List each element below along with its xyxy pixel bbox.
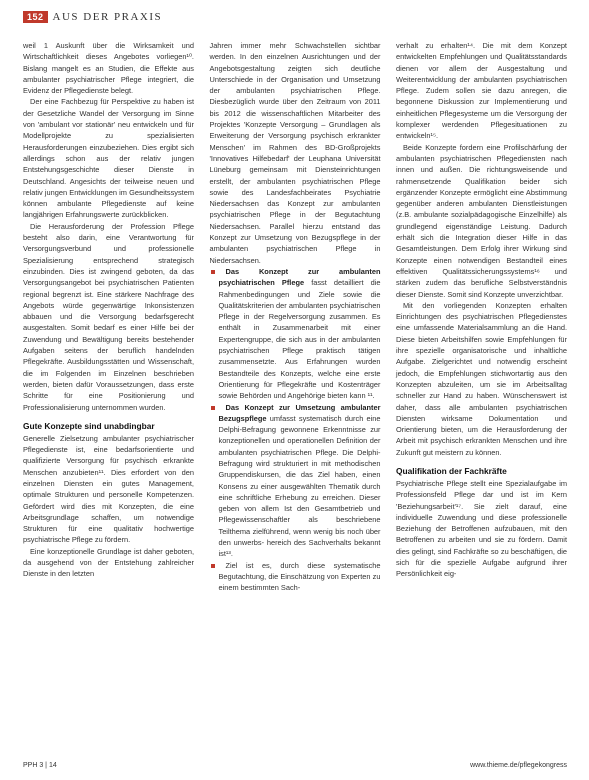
- section-title: AUS DER PRAXIS: [52, 11, 163, 23]
- paragraph: Mit den vorliegenden Konzepten erhalten Einrichtungen des psychiatrischen Pflegedienstes eine umfassende Materialsammlung an die Hand. Diese bieten Arbeitshilfen sowie Empfehlungen für ihre spezielle organisatorische und inhaltliche Aufgabe. Zielgerichtet und notwendig erscheint jedoch, die Empfehlungen stichwortartig aus den Konzepten abzuleiten, um sie im Arbeitsalltag schneller zur Hand zu haben. Wünschenswert ist daher, dass alle ambulanten psychiatrischen Diensten wirksame Dokumentation und Orientierung bieten, um die Herausforderung der Arbeit mit psychisch erkrankten Menschen und ihre Zukunft gut meistern zu können.: [396, 300, 567, 457]
- subheading: Gute Konzepte sind unabdingbar: [23, 420, 155, 431]
- bullet-text: fasst detailliert die Rahmenbedingungen und Ziele sowie die Qualitätskriterien der ambulanten psychiatrischen Pflege in der Regelversorgung zusammen. Es enthält in Zusammenarbeit mit einer Expertengruppe, die sich aus in der ambulanten psychiatrischen Pflege praktisch tätigen zusammensetzte. Aus Erfahrungen wurden Bestandteile des Konzepts, welche eine erste Orientierung für Pflegekräfte und Kostenträger sowie Behörden und Angehörige bieten kann ¹¹.: [218, 278, 381, 401]
- paragraph: weil 1 Auskunft über die Wirksamkeit und Wirtschaftlichkeit dieses Angebotes vorliegen¹⁰. Bislang mangelt es an Studien, die Effekte aus ambulanter psychiatrischer Pflege integriert, die Evidenz der Pflegedienste belegt.: [23, 41, 194, 96]
- bullet-text: Ziel ist es, durch diese systematische Begutachtung, die Einschätzung von Experten zu einem bestimmten Sach-: [218, 560, 381, 593]
- paragraph: Psychiatrische Pflege stellt eine Spezialaufgabe im Professionsfeld Pflege dar und ist im Kern 'Beziehungsarbeit'¹⁷. Sie zielt darauf, eine individuelle Zuwendung und diese professionelle Beziehung der Betroffenen aufzubauen, mit den Betroffenen zu arbeiten und sie zu fördern. Damit dies gelingt, sind Fachkräfte so zu beschäftigen, die sich für die spezielle Aufgabe aufgrund ihrer Persönlichkeit eig-: [396, 478, 567, 579]
- issue-label: PPH 3 | 14: [23, 762, 57, 769]
- footer-url-link[interactable]: www.thieme.de/pflegekongress: [470, 762, 567, 769]
- paragraph: Eine konzeptionelle Grundlage ist daher geboten, da ausgehend von der Entstehung zahlreicher Dienste in den letzten: [23, 546, 194, 579]
- paragraph: Der eine Fachbezug für Perspektive zu haben ist der Gesetzliche Wandel der Versorgung im Sinne von 'ambulant vor stationär' neu entwickeln und für Modellprojekte zu spezialisierten Herausforderungen einzubeziehen. Dies ergibt sich allerdings schon aus der relativ jungen Entstehungsgeschichte dieser Dienste in Deutschland. Angesichts der teilweise neuen und relativ jungen Entwicklungen im Gesundheitssystem können ambulante Pflegedienste auf keine langjährigen Erfahrungswerte zurückblicken.: [23, 97, 194, 220]
- bullet-title: Das Konzept zur ambulanten psychiatrischen Pflege: [218, 266, 381, 288]
- bullet-title: Das Konzept zur Umsetzung ambulanter Bezugspflege: [218, 402, 381, 423]
- paragraph: Jahren immer mehr Schwachstellen sichtbar werden. In den einzelnen Ausrichtungen und der Angebotsgestaltung zeigten sich deutliche Unterschiede in der Organisation und Umsetzung der ambulanten psychiatrischen Pflege. Diesbezüglich wurde über den Zeitraum von 2011 bis 2012 die wissenschaftlichen Mitarbeiter des Projektes 'Konzepte Versorgung – Grundlagen als Erweiterung der Versorgung psychisch erkrankter Menschen' im Rahmen des BD-Großprojekts 'Innovatives Hilfebedarf' der Leuphana Universität Lüneburg gemeinsam mit Diensteinrichtungen erstellt, der ambulanten psychiatrischen Pflege sowie des Landesfachbeirates Psychiatrie Niedersachsen das Konzept zur ambulanten psychiatrischen Pflege in der Begutachtung Niedersachsen. Parallel hierzu entstand das Konzept zur Umsetzung von Bezugspflege in der ambulanten psychiatrischen Pflege in Niedersachsen.: [209, 41, 381, 265]
- paragraph: Beide Konzepte fordern eine Profilschärfung der ambulanten psychiatrischen Pflegediensten nach innen und außen. Die richtungsweisende und rahmensetzende Qualifikation beider sich ergänzender Konzepte ermöglicht eine Abstimmung gegenüber anderen ambulanten Dienstleistungen (z.B. ambulante sozialpädagogische Einzelhilfe) als grundlegend eigenständige Leistung. Dadurch erhält sich die Integration dieser Hilfe in das Gesamtleistungen. Dem Erfolg ihrer Wirkung sind Konzepte einen notwendigen Bestandteil eines effektiven Qualitätssicherungssystems¹⁶ und stärken zudem das berufliche Selbstverständnis dieser Dienste. Somit sind Konzepte unverzichtbar.: [396, 142, 567, 299]
- subheading: Qualifikation der Fachkräfte: [396, 465, 507, 476]
- paragraph: Generelle Zielsetzung ambulanter psychiatrischer Pflegedienste ist, eine bedarfsorientierte und qualifizierte Versorgung für psychisch erkrankte Menschen anzubieten¹¹. Dies erfordert von den einzelnen Diensten ein gutes Management, optimale Strukturen und personelle Kompetenzen. Gefördert wird dies mit Konzepten, die eine Arbeitsgrundlage schaffen, um notwendige Strukturen für eine qualitativ hochwertige psychiatrische Pflege zu fördern.: [23, 433, 194, 545]
- column-2: [210, 40, 381, 756]
- bullet-text: umfasst systematisch durch eine Delphi-Befragung gewonnene Erkenntnisse zur konzeptionellen und operationellen Definition der ambulanten psychiatrischen Pflege. Die Delphi-Befragung wird strukturiert in mit methodischen Gruppendiskursen, die das Ziel haben, einen Konsens zu einer ausgewählten Thematik durch eine schriftliche Erhebung zu erreichen. Dieser geben von allem Ist den Gesamtbetrieb und Pflegewissenschaftler als beschriebene Teilthema zielführend, wenn wenig bis noch über den unwerbs- hereich des Sachverhalts bekannt ist¹³.: [218, 413, 381, 559]
- paragraph: verhalt zu erhalten¹⁴. Die mit dem Konzept entwickelten Empfehlungen und Qualitätsstandards dienen vor allem der Ausgestaltung und Weiterentwicklung der ambulanten psychiatrischen Pflege. Zudem sollen sie dazu anregen, die begonnene Diskussion zur Implementierung und einheitlichen Pflegesysteme um die Versorgung der komplexer werdenden Pflegesituationen zu entwickeln¹⁵.: [396, 41, 567, 141]
- page-number-badge: 152: [23, 11, 48, 23]
- bullet-item: [210, 402, 381, 560]
- column-3: [396, 40, 567, 756]
- page-footer: [23, 762, 567, 774]
- bullet-item: [210, 266, 381, 402]
- page-header: [23, 9, 162, 25]
- column-1: [23, 40, 194, 756]
- article-body: [23, 40, 567, 756]
- paragraph: Die Herausforderung der Profession Pflege besteht also darin, eine Verantwortung für Versorgungsverbund und professionelle Spezialisierung entsprechend strategisch einzubinden. Dies ist zwingend geboten, da das Versorgungsangebot bei psychiatrischen Patienten regional begrenzt ist. Eine stärkere Nachfrage des Angebots würde gegenwärtige Inkonsistenzen abbauen und die Versorgung bedarfsgerecht ausgestalten. Somit bedarf es einer Hilfe bei der Zuwendung und Bewältigung bereits bestehender Aufgaben seitens der beruflich handelnden Pflegekräfte. Ausbildungsstätten und Wissenschaft, die im Folgenden im Einzelnen beschrieben werden, bieten dafür Voraussetzungen, dass erste Schritte für eine Positionierung und Professionalisierung unternommen wurden.: [23, 221, 194, 412]
- bullet-item: [210, 560, 381, 594]
